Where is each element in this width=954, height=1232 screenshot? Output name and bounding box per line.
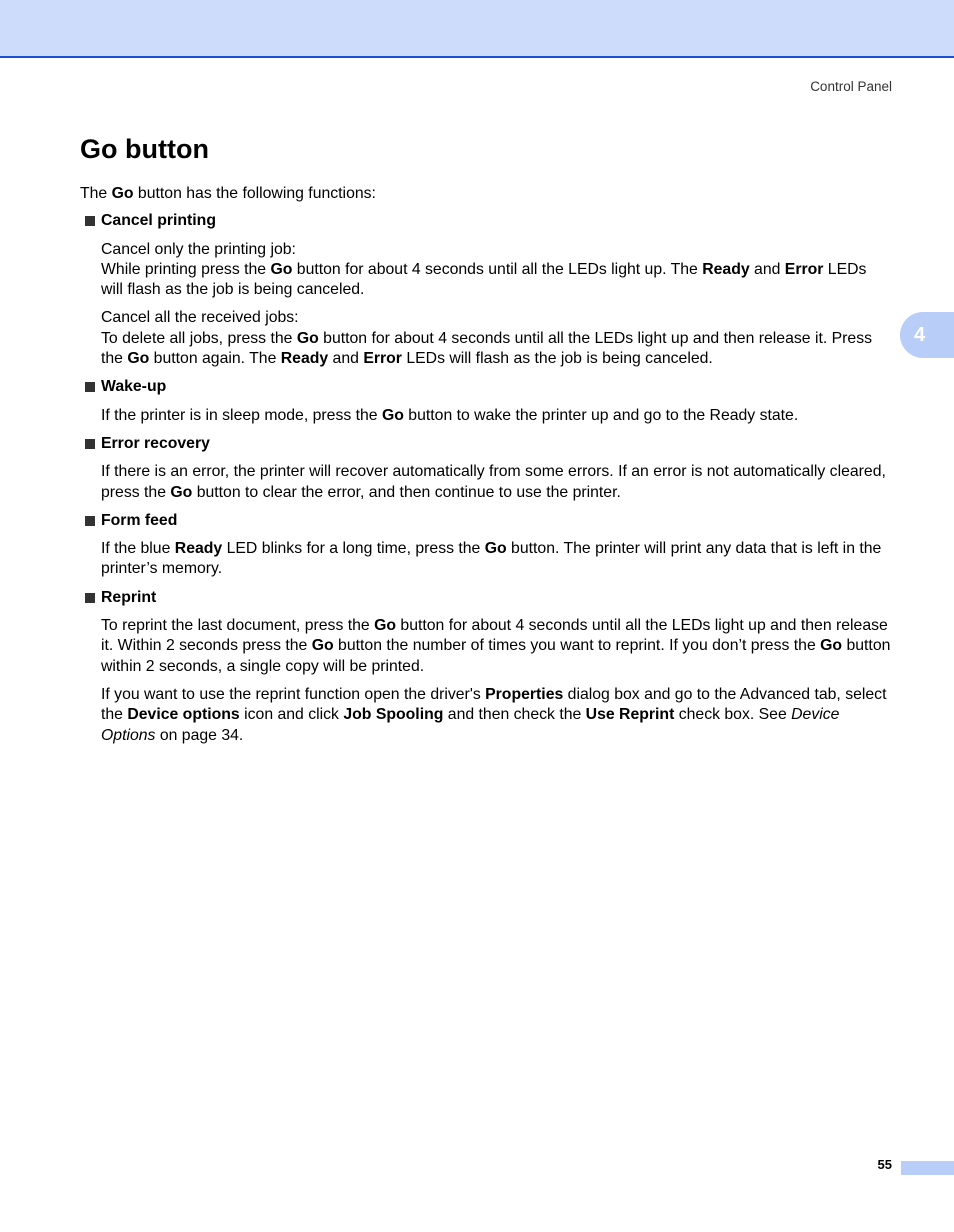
reprint-function-paragraph: If you want to use the reprint function open the driver's Properties dialog box and go to the Advanced tab, select the Device options icon and click Job Spooling and then check the Use Reprint check box. See Device Options on page 34. bbox=[101, 685, 887, 744]
section-heading-reprint: Reprint bbox=[80, 588, 892, 608]
page-content bbox=[80, 128, 892, 754]
section-heading-cancel-printing: Cancel printing bbox=[80, 211, 892, 231]
section-heading-form-feed: Form feed bbox=[80, 511, 892, 531]
chapter-tab bbox=[900, 312, 954, 358]
section-heading-wake-up: Wake-up bbox=[80, 377, 892, 397]
device-options-link[interactable]: Device Options bbox=[101, 706, 840, 744]
page-number: 55 bbox=[877, 1157, 892, 1172]
reprint-paragraph: To reprint the last document, press the Go button for about 4 seconds until all the LEDs light up and then release it. Within 2 seconds press the Go button the number of times you want to reprint. If you don’t press the Go button within 2 seconds, a single copy will be printed. bbox=[101, 617, 891, 675]
square-bullet-icon bbox=[85, 439, 95, 449]
square-bullet-icon bbox=[85, 593, 95, 603]
chapter-number: 4 bbox=[914, 323, 926, 346]
page-title: Go button bbox=[80, 134, 209, 164]
header-band bbox=[0, 0, 954, 58]
form-feed-paragraph: If the blue Ready LED blinks for a long time, press the Go button. The printer will print any data that is left in the printer’s memory. bbox=[101, 540, 882, 578]
square-bullet-icon bbox=[85, 516, 95, 526]
cancel-job-paragraph: Cancel only the printing job: While printing press the Go button for about 4 seconds until all the LEDs light up. The Ready and Error LEDs will flash as the job is being canceled. bbox=[101, 240, 867, 299]
intro-paragraph: The Go button has the following functions: bbox=[80, 185, 376, 202]
error-recovery-paragraph: If there is an error, the printer will recover automatically from some errors. If an error is not automatically cleared, press the Go button to clear the error, and then continue to use the printer. bbox=[101, 463, 886, 501]
footer-bar bbox=[901, 1161, 954, 1175]
square-bullet-icon bbox=[85, 216, 95, 226]
square-bullet-icon bbox=[85, 382, 95, 392]
running-header: Control Panel bbox=[810, 79, 892, 94]
cancel-all-paragraph: Cancel all the received jobs: To delete all jobs, press the Go button for about 4 seconds until all the LEDs light up and then release it. Press the Go button again. The Ready and Error LEDs will flash as the job is being canceled. bbox=[101, 309, 872, 368]
wake-up-paragraph: If the printer is in sleep mode, press the Go button to wake the printer up and go to the Ready state. bbox=[101, 406, 799, 424]
section-heading-error-recovery: Error recovery bbox=[80, 434, 892, 454]
